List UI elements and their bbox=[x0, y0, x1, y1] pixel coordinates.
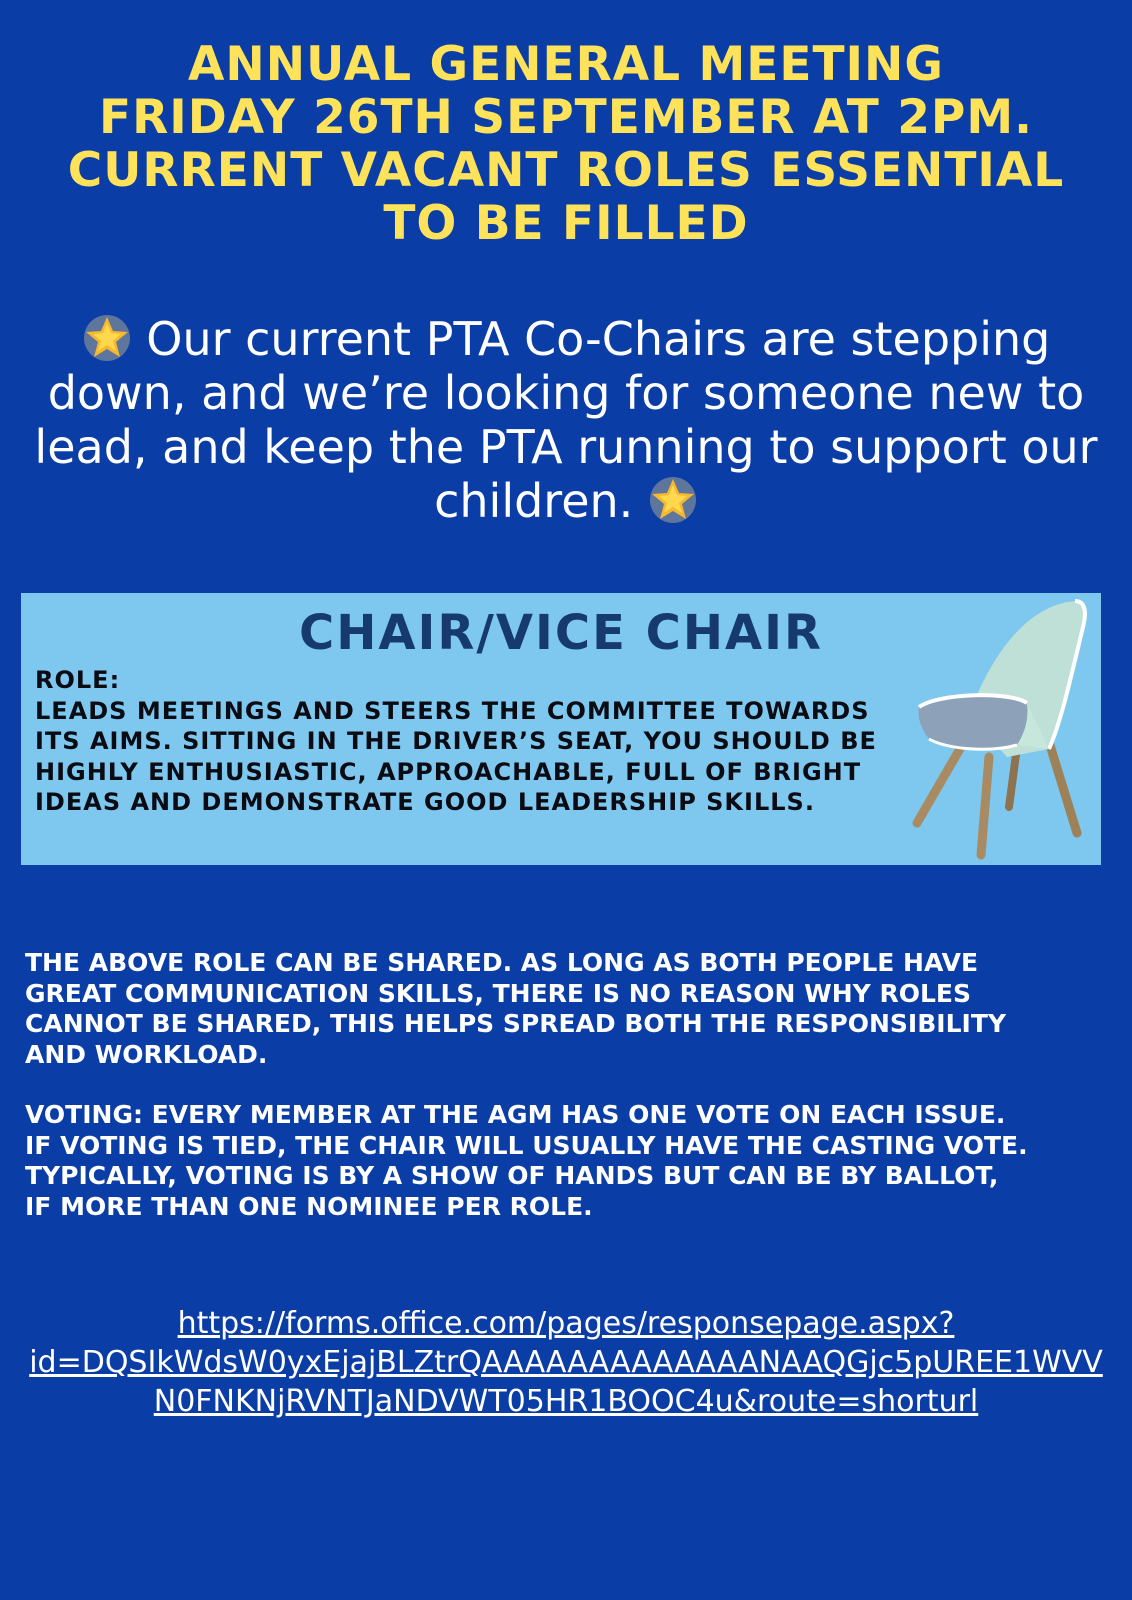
info-section bbox=[25, 948, 1115, 1222]
role-line: ROLE: bbox=[35, 666, 121, 694]
header-line: CURRENT VACANT ROLES ESSENTIAL bbox=[67, 143, 1065, 198]
link-line[interactable]: https://forms.office.com/pages/responsepage.aspx? bbox=[177, 1306, 955, 1341]
voting-line: IF MORE THAN ONE NOMINEE PER ROLE. bbox=[25, 1191, 593, 1221]
intro-text: Our current PTA Co-Chairs are stepping bbox=[146, 312, 1051, 366]
role-line: LEADS MEETINGS AND STEERS THE COMMITTEE TOWARDS bbox=[35, 696, 870, 725]
header-line: TO BE FILLED bbox=[383, 196, 749, 251]
link-line[interactable]: N0FNKNjRVNTJaNDVWT05HR1BOOC4u&route=shorturl bbox=[153, 1384, 979, 1419]
paragraph-gap bbox=[25, 1070, 1115, 1100]
header-line: FRIDAY 26TH SEPTEMBER AT 2PM. bbox=[99, 90, 1033, 145]
intro-line-4 bbox=[0, 474, 1132, 528]
role-line: ITS AIMS. SITTING IN THE DRIVER’S SEAT, YOU SHOULD BE bbox=[35, 727, 877, 755]
role-card bbox=[21, 593, 1101, 865]
intro-line: lead, and keep the PTA running to support our bbox=[34, 420, 1098, 474]
meeting-header bbox=[0, 38, 1132, 250]
link-line[interactable]: id=DQSIkWdsW0yxEjajBLZtrQAAAAAAAAAAAAANAAQGjc5pUREE1WVV bbox=[29, 1345, 1103, 1380]
shared-line: AND WORKLOAD. bbox=[25, 1039, 268, 1069]
voting-line: VOTING: EVERY MEMBER AT THE AGM HAS ONE VOTE ON EACH ISSUE. bbox=[25, 1100, 1006, 1129]
role-line: HIGHLY ENTHUSIASTIC, APPROACHABLE, FULL OF BRIGHT bbox=[35, 757, 862, 786]
role-description bbox=[35, 665, 925, 818]
shared-line: THE ABOVE ROLE CAN BE SHARED. AS LONG AS BOTH PEOPLE HAVE bbox=[25, 948, 979, 977]
header-line: ANNUAL GENERAL MEETING bbox=[188, 37, 944, 92]
shared-line: GREAT COMMUNICATION SKILLS, THERE IS NO REASON WHY ROLES bbox=[25, 978, 971, 1008]
intro-text: children. bbox=[434, 474, 634, 528]
glowing-star-icon bbox=[648, 475, 698, 525]
chair-illustration bbox=[899, 597, 1089, 861]
shared-line: CANNOT BE SHARED, THIS HELPS SPREAD BOTH THE RESPONSIBILITY bbox=[25, 1009, 1006, 1038]
intro-line: down, and we’re looking for someone new to bbox=[47, 366, 1085, 420]
intro-line-1 bbox=[0, 312, 1132, 366]
glowing-star-icon bbox=[82, 313, 132, 363]
role-line: IDEAS AND DEMONSTRATE GOOD LEADERSHIP SKILLS. bbox=[35, 788, 815, 816]
voting-line: TYPICALLY, VOTING IS BY A SHOW OF HANDS BUT CAN BE BY BALLOT, bbox=[25, 1161, 999, 1190]
voting-line: IF VOTING IS TIED, THE CHAIR WILL USUALLY HAVE THE CASTING VOTE. bbox=[25, 1130, 1028, 1160]
signup-form-link[interactable] bbox=[0, 1304, 1132, 1421]
role-title: CHAIR/VICE CHAIR bbox=[299, 605, 823, 661]
intro-message bbox=[0, 312, 1132, 528]
